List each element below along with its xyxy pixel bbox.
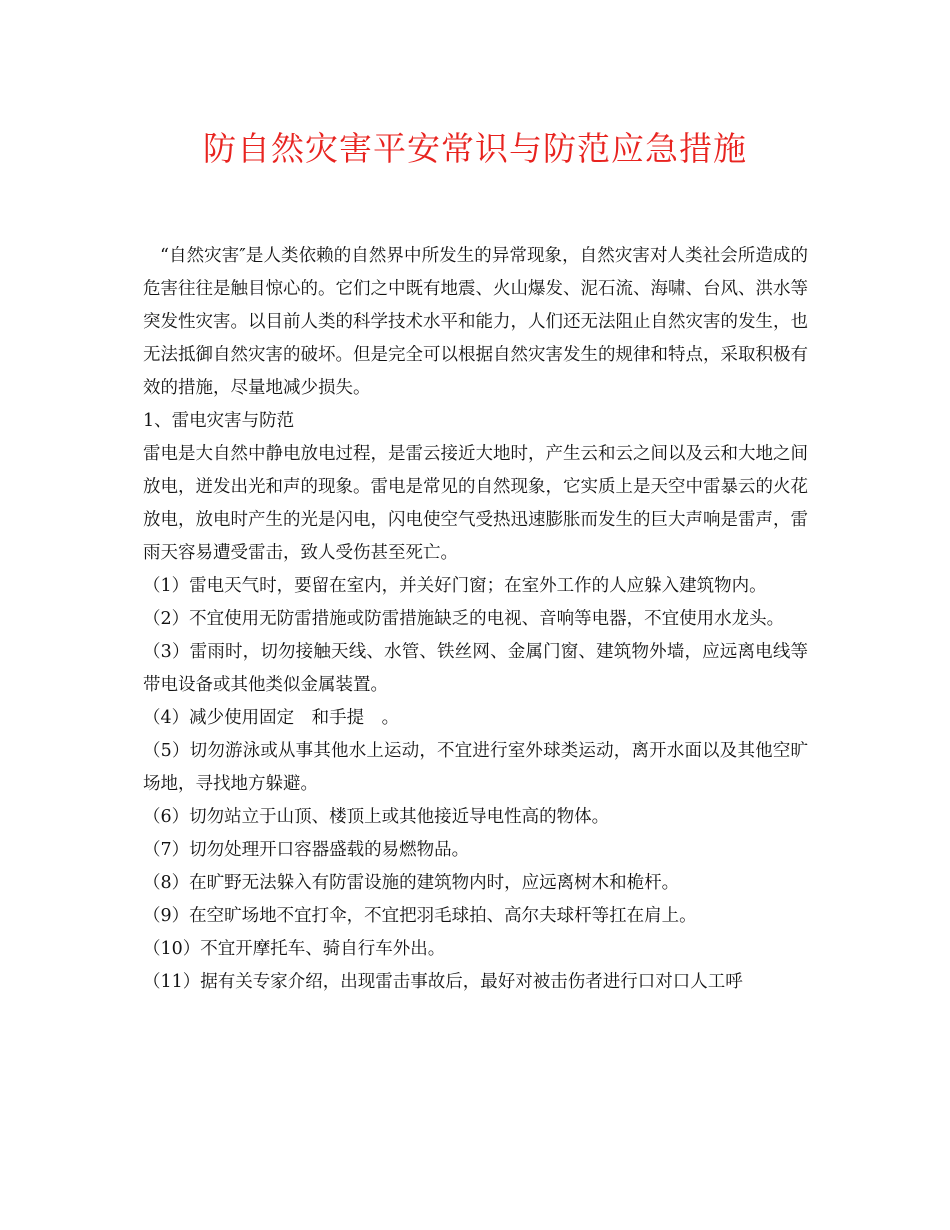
list-item-5: （5）切勿游泳或从事其他水上运动，不宜进行室外球类运动，离开水面以及其他空旷场地，寻找地方躲避。 [143,741,808,794]
list-item-4: （4）减少使用固定 和手提 。 [143,708,400,728]
list-item-1: （1）雷电天气时，要留在室内，并关好门窗；在室外工作的人应躲入建筑物内。 [143,576,767,596]
document-body [143,240,808,999]
list-item-11: （11）据有关专家介绍，出现雷击事故后，最好对被击伤者进行口对口人工呼 [143,972,743,992]
list-item-6: （6）切勿站立于山顶、楼顶上或其他接近导电性高的物体。 [143,807,610,827]
list-item-3: （3）雷雨时，切勿接触天线、水管、铁丝网、金属门窗、建筑物外墙，应远离电线等带电设备或其他类似金属装置。 [143,642,808,695]
list-item-10: （10）不宜开摩托车、骑自行车外出。 [143,939,446,959]
list-item-8: （8）在旷野无法躲入有防雷设施的建筑物内时，应远离树木和桅杆。 [143,873,680,893]
document-title: 防自然灾害平安常识与防范应急措施 [203,129,747,168]
list-item-9: （9）在空旷场地不宜打伞，不宜把羽毛球拍、高尔夫球杆等扛在肩上。 [143,906,697,926]
intro-paragraph: “自然灾害″是人类依赖的自然界中所发生的异常现象，自然灾害对人类社会所造成的危害往往是触目惊心的。它们之中既有地震、火山爆发、泥石流、海啸、台风、洪水等突发性灾害。以目前人类的科学技术水平和能力，人们还无法阻止自然灾害的发生，也无法抵御自然灾害的破坏。但是完全可以根据自然灾害发生的规律和特点，采取积极有效的措施，尽量地减少损失。 [143,246,808,398]
section-heading-lightning: 1、雷电灾害与防范 [143,411,295,431]
list-item-2: （2）不宜使用无防雷措施或防雷措施缺乏的电视、音响等电器，不宜使用水龙头。 [143,609,785,629]
lightning-description-paragraph: 雷电是大自然中静电放电过程，是雷云接近大地时，产生云和云之间以及云和大地之间放电，迸发出光和声的现象。雷电是常见的自然现象，它实质上是天空中雷暴云的火花放电，放电时产生的光是闪电，闪电使空气受热迅速膨胀而发生的巨大声响是雷声，雷雨天容易遭受雷击，致人受伤甚至死亡。 [143,444,808,563]
list-item-7: （7）切勿处理开口容器盛载的易燃物品。 [143,840,470,860]
